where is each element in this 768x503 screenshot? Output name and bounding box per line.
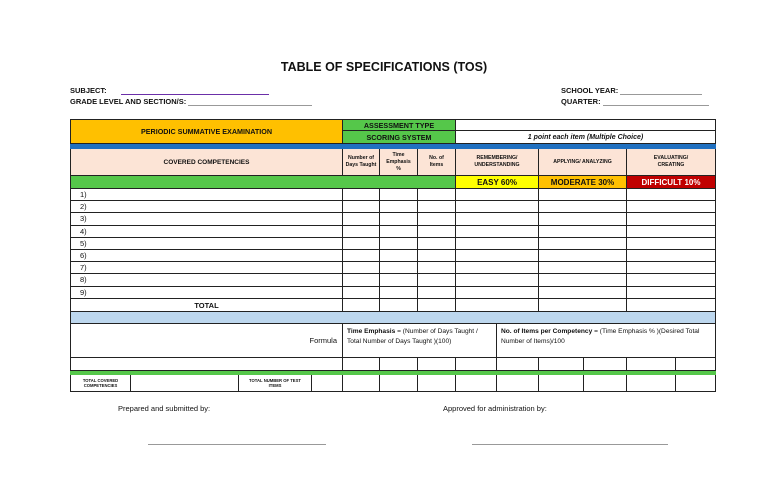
prepared-signature-line[interactable] (148, 444, 326, 445)
competency-cell[interactable] (343, 238, 380, 250)
competency-row-label[interactable]: 4) (70, 226, 343, 238)
competency-cell[interactable] (418, 201, 456, 213)
footer-total-competencies: TOTAL COVERED COMPETENCIES (70, 375, 131, 392)
total-cell[interactable] (627, 299, 716, 312)
quarter-label: QUARTER: (561, 97, 601, 106)
competency-cell[interactable] (627, 250, 716, 262)
blank-cell[interactable] (418, 358, 456, 371)
blank-cell[interactable] (627, 358, 676, 371)
competency-cell[interactable] (343, 189, 380, 201)
total-cell[interactable] (380, 299, 418, 312)
competency-cell[interactable] (539, 213, 627, 225)
competency-cell[interactable] (627, 262, 716, 274)
competency-cell[interactable] (456, 262, 539, 274)
competency-cell[interactable] (456, 189, 539, 201)
competency-cell[interactable] (343, 274, 380, 286)
approved-signature-line[interactable] (472, 444, 668, 445)
scoring-system-label: SCORING SYSTEM (343, 131, 456, 144)
competency-cell[interactable] (539, 250, 627, 262)
footer-total-competencies-value[interactable] (131, 375, 239, 392)
school-year-label: SCHOOL YEAR: (561, 86, 619, 95)
blank-cell[interactable] (584, 358, 627, 371)
competency-cell[interactable] (627, 213, 716, 225)
formula-items-expr: = (Time Emphasis % )(Desired Total Number of Items)/100 (501, 328, 700, 345)
competency-cell[interactable] (456, 238, 539, 250)
formula-time-emphasis (343, 324, 497, 358)
col-evaluating: EVALUATING/ CREATING (627, 149, 716, 176)
competency-cell[interactable] (418, 213, 456, 225)
competency-cell[interactable] (380, 262, 418, 274)
footer-cell[interactable] (456, 375, 497, 392)
subject-field (70, 86, 269, 95)
footer-cell[interactable] (676, 375, 716, 392)
assessment-type-label: ASSESSMENT TYPE (343, 119, 456, 131)
approved-label: Approved for administration by: (443, 404, 547, 413)
blank-cell[interactable] (539, 358, 584, 371)
footer-cell[interactable] (343, 375, 380, 392)
footer-cell[interactable] (380, 375, 418, 392)
competency-cell[interactable] (418, 274, 456, 286)
light-blue-band (70, 312, 716, 324)
page-title: TABLE OF SPECIFICATIONS (TOS) (280, 60, 488, 74)
competency-cell[interactable] (418, 238, 456, 250)
assessment-type-value[interactable] (456, 119, 716, 131)
blank-cell[interactable] (497, 358, 539, 371)
competency-row-label[interactable]: 6) (70, 250, 343, 262)
formula-time-emphasis-term: Time Emphasis (347, 328, 396, 335)
competency-cell[interactable] (418, 226, 456, 238)
blank-cell[interactable] (343, 358, 380, 371)
competency-cell[interactable] (539, 274, 627, 286)
footer-cell[interactable] (539, 375, 584, 392)
col-applying: APPLYING/ ANALYZING (539, 149, 627, 176)
footer-total-items: TOTAL NUMBER OF TEST ITEMS (239, 375, 312, 392)
competency-cell[interactable] (380, 238, 418, 250)
competency-cell[interactable] (539, 238, 627, 250)
competency-cell[interactable] (343, 226, 380, 238)
difficulty-easy: EASY 60% (456, 176, 539, 189)
competency-cell[interactable] (418, 189, 456, 201)
col-days-taught: Number of Days Taught (343, 149, 380, 176)
competency-cell[interactable] (456, 274, 539, 286)
competency-cell[interactable] (380, 274, 418, 286)
competency-cell[interactable] (418, 262, 456, 274)
grade-label: GRADE LEVEL AND SECTION/S: (70, 97, 187, 106)
green-band (70, 176, 456, 189)
competency-cell[interactable] (380, 189, 418, 201)
subject-blank[interactable] (121, 86, 269, 95)
formula-label: Formula (70, 324, 343, 358)
competency-cell[interactable] (380, 201, 418, 213)
competency-cell[interactable] (627, 238, 716, 250)
grade-field (70, 97, 312, 106)
competency-cell[interactable] (456, 201, 539, 213)
competency-cell[interactable] (343, 201, 380, 213)
competency-cell[interactable] (539, 201, 627, 213)
blank-cell[interactable] (70, 358, 343, 371)
competency-cell[interactable] (456, 250, 539, 262)
blank-cell[interactable] (380, 358, 418, 371)
competency-cell[interactable] (418, 250, 456, 262)
competency-row-label[interactable]: 7) (70, 262, 343, 274)
footer-cell[interactable] (418, 375, 456, 392)
competency-cell[interactable] (539, 287, 627, 299)
exam-title: PERIODIC SUMMATIVE EXAMINATION (70, 119, 343, 144)
col-no-of-items: No. of Items (418, 149, 456, 176)
col-time-emphasis: Time Emphasis % (380, 149, 418, 176)
scoring-system-value: 1 point each item (Multiple Choice) (456, 131, 716, 144)
formula-items (497, 324, 716, 358)
competency-cell[interactable] (380, 287, 418, 299)
school-year-field (561, 86, 702, 95)
total-cell[interactable] (418, 299, 456, 312)
footer-cell[interactable] (312, 375, 343, 392)
competency-cell[interactable] (627, 201, 716, 213)
prepared-label: Prepared and submitted by: (118, 404, 211, 413)
competency-cell[interactable] (380, 226, 418, 238)
blank-cell[interactable] (676, 358, 716, 371)
competency-cell[interactable] (343, 287, 380, 299)
difficulty-moderate: MODERATE 30% (539, 176, 627, 189)
total-label: TOTAL (70, 299, 343, 312)
competency-cell[interactable] (343, 250, 380, 262)
competency-cell[interactable] (456, 287, 539, 299)
footer-cell[interactable] (497, 375, 539, 392)
competency-cell[interactable] (418, 287, 456, 299)
formula-time-emphasis-expr: = (Number of Days Taught / Total Number of Days Taught )(100) (347, 328, 478, 345)
competency-cell[interactable] (456, 213, 539, 225)
competency-cell[interactable] (343, 213, 380, 225)
competency-cell[interactable] (539, 262, 627, 274)
grade-blank[interactable] (188, 97, 312, 106)
col-remembering: REMEMBERING/ UNDERSTANDING (456, 149, 539, 176)
competency-cell[interactable] (456, 226, 539, 238)
footer-cell[interactable] (584, 375, 627, 392)
difficulty-difficult: DIFFICULT 10% (627, 176, 716, 189)
competency-cell[interactable] (539, 226, 627, 238)
formula-items-term: No. of Items per Competency (501, 328, 593, 335)
competency-row-label[interactable]: 2) (70, 201, 343, 213)
competency-cell[interactable] (627, 226, 716, 238)
competency-row-label[interactable]: 9) (70, 287, 343, 299)
school-year-blank[interactable] (620, 86, 702, 95)
competency-cell[interactable] (380, 250, 418, 262)
competency-cell[interactable] (343, 262, 380, 274)
competency-cell[interactable] (627, 287, 716, 299)
total-cell[interactable] (343, 299, 380, 312)
subject-label: SUBJECT: (70, 86, 107, 95)
competency-row-label[interactable]: 3) (70, 213, 343, 225)
competency-cell[interactable] (380, 213, 418, 225)
competency-cell[interactable] (539, 189, 627, 201)
quarter-field (561, 97, 709, 106)
competency-cell[interactable] (627, 274, 716, 286)
quarter-blank[interactable] (603, 97, 709, 106)
total-cell[interactable] (456, 299, 539, 312)
total-cell[interactable] (539, 299, 627, 312)
col-covered-competencies: COVERED COMPETENCIES (70, 149, 343, 176)
competency-cell[interactable] (627, 189, 716, 201)
footer-cell[interactable] (627, 375, 676, 392)
competency-row-label[interactable]: 8) (70, 274, 343, 286)
competency-row-label[interactable]: 1) (70, 189, 343, 201)
blank-cell[interactable] (456, 358, 497, 371)
competency-row-label[interactable]: 5) (70, 238, 343, 250)
